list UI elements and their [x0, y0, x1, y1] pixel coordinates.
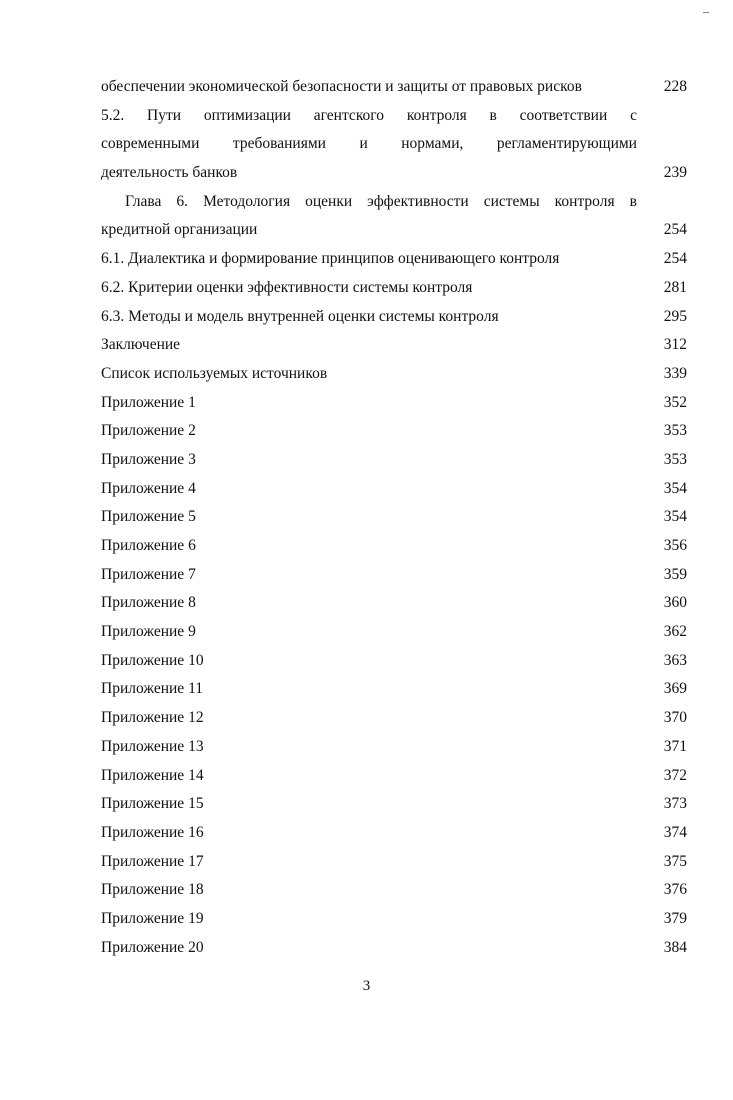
toc-page-number: 352 — [663, 393, 687, 411]
toc-page-number: 354 — [663, 479, 687, 497]
toc-entry-text: 6.2. Критерии оценки эффективности системы контроля — [101, 278, 473, 296]
toc-word: оценки — [305, 192, 353, 210]
toc-page-number: 228 — [663, 78, 687, 95]
toc-line — [101, 561, 687, 590]
toc-entry-text — [101, 102, 637, 131]
toc-line — [101, 216, 687, 245]
scan-mark — [703, 12, 709, 13]
toc-line — [101, 934, 687, 963]
toc-line — [101, 905, 687, 934]
toc-entry-text: Приложение 10 — [101, 651, 204, 669]
toc-page-number: 371 — [663, 737, 687, 755]
toc-line — [101, 848, 687, 877]
toc-entry-text: Приложение 17 — [101, 852, 204, 870]
toc-word: 5.2. — [101, 106, 125, 124]
toc-entry-text: Приложение 16 — [101, 823, 204, 841]
toc-line — [101, 876, 687, 905]
page-number: 3 — [362, 978, 371, 994]
toc-entry-text: Приложение 14 — [101, 766, 204, 784]
toc-word: 6. — [176, 192, 189, 210]
toc-entry-text: Приложение 18 — [101, 881, 204, 899]
toc-page-number: 362 — [663, 623, 687, 641]
toc-entry-text: Приложение 12 — [101, 709, 204, 727]
toc-entry-text: Приложение 9 — [101, 623, 196, 641]
toc-line — [101, 503, 687, 532]
toc-word: контроля — [554, 192, 615, 210]
toc-line — [101, 819, 687, 848]
toc-page-number: 379 — [663, 909, 687, 927]
toc-entry-text: Приложение 8 — [101, 594, 196, 612]
toc-entry-text: Приложение 2 — [101, 422, 196, 440]
toc-line — [101, 389, 687, 418]
toc-line — [101, 475, 687, 504]
toc-line — [101, 303, 687, 332]
toc-entry-text: Приложение 5 — [101, 508, 196, 526]
toc-word: регламентирующими — [496, 135, 637, 153]
toc-entry-text: Приложение 7 — [101, 565, 196, 583]
toc-line — [101, 532, 687, 561]
toc-line — [101, 274, 687, 303]
toc-page-number: 374 — [663, 823, 687, 841]
toc-page-number: 376 — [663, 881, 687, 899]
toc-word: оптимизации — [203, 106, 291, 124]
toc-page-number: 370 — [663, 709, 687, 727]
toc-line — [101, 188, 687, 217]
toc-entry-text: Приложение 1 — [101, 393, 196, 411]
toc-line — [101, 790, 687, 819]
toc-page-number: 356 — [663, 537, 687, 554]
toc-entry-text: 6.3. Методы и модель внутренней оценки системы контроля — [101, 307, 499, 325]
toc-entry-text: Приложение 4 — [101, 479, 196, 497]
toc-entry-text: Приложение 19 — [101, 909, 204, 927]
toc-line — [101, 102, 687, 131]
toc-page-number: 312 — [663, 336, 687, 354]
toc-line — [101, 762, 687, 791]
toc-line — [101, 73, 687, 102]
toc-page-number: 254 — [663, 250, 687, 268]
toc-entry-text: Приложение 13 — [101, 737, 204, 755]
toc-word: Глава — [125, 192, 162, 210]
toc-word: соответствии — [519, 106, 608, 124]
toc-page-number: 353 — [663, 450, 687, 468]
toc-line — [101, 360, 687, 389]
toc-line — [101, 331, 687, 360]
toc-word: контроля — [406, 106, 467, 124]
toc-entry-text: Приложение 15 — [101, 795, 204, 813]
toc-entry-text — [101, 188, 637, 217]
toc-word: и — [359, 135, 368, 153]
toc-page-number: 354 — [663, 508, 687, 526]
toc-page-number: 239 — [663, 164, 687, 182]
toc-line — [101, 130, 687, 159]
toc-page-number: 369 — [663, 680, 687, 698]
toc-page-number: 295 — [663, 307, 687, 325]
toc-line — [101, 446, 687, 475]
toc-entry-text: кредитной организации — [101, 221, 258, 239]
toc-word: эффективности — [367, 192, 469, 210]
toc-word: агентского — [313, 106, 385, 124]
toc-page-number: 360 — [663, 594, 687, 612]
toc-entry-text: Список используемых источников — [101, 364, 328, 382]
toc-word: с — [630, 106, 637, 124]
toc-page-number: 353 — [663, 422, 687, 440]
toc-word: Пути — [147, 106, 182, 124]
toc-page-number: 363 — [663, 651, 687, 669]
toc-line — [101, 675, 687, 704]
toc-line — [101, 589, 687, 618]
toc-word: нормами, — [401, 135, 464, 153]
toc-page-number: 359 — [663, 565, 687, 583]
toc-word: системы — [483, 192, 540, 210]
toc-line — [101, 159, 687, 188]
toc-page-number: 254 — [663, 221, 687, 239]
toc-page-number: 372 — [663, 766, 687, 784]
toc-entry-text: 6.1. Диалектика и формирование принципов оценивающего контроля — [101, 250, 560, 268]
toc-entry-text: Приложение 3 — [101, 450, 196, 468]
toc-entry-text: Приложение 11 — [101, 680, 203, 698]
toc-entry-text: Заключение — [101, 336, 181, 354]
toc-entry-text: Приложение 6 — [101, 537, 196, 554]
toc-word: Методология — [203, 192, 291, 210]
toc-page-number: 339 — [663, 364, 687, 382]
toc-entry-text: деятельность банков — [101, 164, 238, 182]
toc-entry-text — [101, 130, 637, 159]
toc-page-number: 375 — [663, 852, 687, 870]
table-of-contents — [101, 73, 687, 962]
toc-line — [101, 704, 687, 733]
toc-line — [101, 417, 687, 446]
toc-entry-text: обеспечении экономической безопасности и защиты от правовых рисков — [101, 78, 582, 95]
toc-entry-text: Приложение 20 — [101, 938, 204, 956]
toc-line — [101, 618, 687, 647]
toc-line — [101, 647, 687, 676]
toc-line — [101, 733, 687, 762]
toc-word: современными — [101, 135, 200, 153]
toc-page-number: 384 — [663, 938, 687, 956]
toc-word: требованиями — [232, 135, 326, 153]
toc-line — [101, 245, 687, 274]
toc-word: в — [629, 192, 637, 210]
toc-page-number: 281 — [663, 278, 687, 296]
toc-page-number: 373 — [663, 795, 687, 813]
toc-word: в — [489, 106, 497, 124]
